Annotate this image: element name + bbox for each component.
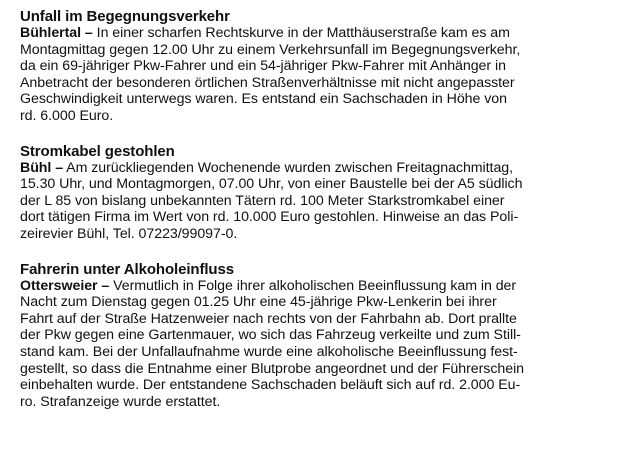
article-headline: Unfall im Begegnungsverkehr [20,8,230,25]
press-report-page [20,8,620,410]
article-body [20,278,620,411]
article-body-line: Anbetracht der besonderen örtlichen Straßenverhältnisse mit nicht angepasster [20,74,515,91]
article-body-line: zeirevier Bühl, Tel. 07223/99097-0. [20,225,238,242]
article-body-line: einbehalten wurde. Der entstandene Sachschaden beläuft sich auf rd. 2.000 Eu- [20,377,521,394]
article-unfall-begegnungsverkehr [20,8,620,125]
article-headline: Stromkabel gestohlen [20,142,175,160]
article-body-line: rd. 6.000 Euro. [20,107,114,124]
article-body-line: gestellt, so dass die Entnahme einer Blutprobe angeordnet und der Führerschein [20,360,525,377]
article-body-line: dort tätigen Firma im Wert von rd. 10.000 Euro gestohlen. Hinweise an das Poli- [20,209,519,226]
article-body-line: 15.30 Uhr, und Montagmorgen, 07.00 Uhr, von einer Baustelle bei der A5 südlich [20,176,523,193]
article-body-line: Montagmittag gegen 12.00 Uhr zu einem Verkehrsunfall im Begegnungsverkehr, [20,41,521,58]
article-place: Ottersweier – [20,277,110,294]
article-fahrerin-alkoholeinfluss [20,261,620,411]
article-body-line: der L 85 von bislang unbekannten Tätern rd. 100 Meter Starkstromkabel einer [20,192,505,209]
article-body-line: da ein 69-jähriger Pkw-Fahrer und ein 54-jähriger Pkw-Fahrer mit Anhänger in [20,58,506,75]
article-body-line: Bühlertal – In einer scharfen Rechtskurve in der Matthäuserstraße kam es am [20,25,510,41]
article-body-line: ro. Strafanzeige wurde erstattet. [20,393,221,410]
article-body-line: Fahrt auf der Straße Hatzenweier nach rechts von der Fahrbahn ab. Dort prallte [20,310,517,327]
article-body-line: der Pkw gegen eine Gartenmauer, wo sich das Fahrzeug verkeilte und zum Still- [20,327,521,344]
article-place: Bühl – [20,159,64,176]
article-body-line: Ottersweier – Vermutlich in Folge ihrer alkoholischen Beeinflussung kam in der [20,277,517,294]
article-body-line: stand kam. Bei der Unfallaufnahme wurde eine alkoholische Beeinflussung fest- [20,343,518,360]
article-body-line: Bühl – Am zurückliegenden Wochenende wurden zwischen Freitagnachmittag, [20,159,514,176]
article-body-line: Nacht zum Dienstag gegen 01.25 Uhr eine 45-jährige Pkw-Lenkerin bei ihrer [20,294,497,311]
article-body [20,160,620,243]
article-body-line: Geschwindigkeit unterwegs waren. Es entstand ein Sachschaden in Höhe von [20,91,507,108]
article-place: Bühlertal – [20,25,93,41]
article-body [20,25,620,125]
article-headline: Fahrerin unter Alkoholeinfluss [20,260,234,278]
article-stromkabel-gestohlen [20,143,620,243]
